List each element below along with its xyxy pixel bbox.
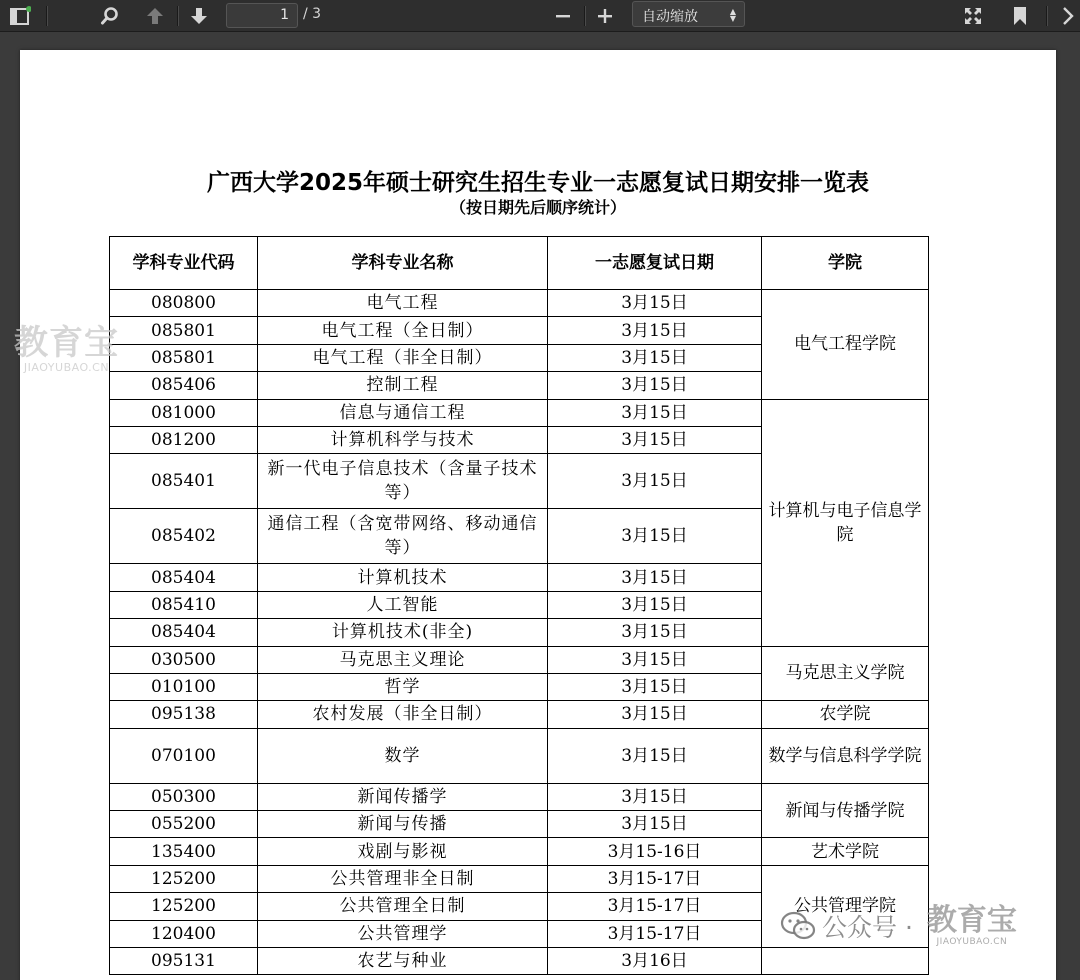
toolbar-separator bbox=[177, 6, 178, 26]
cell-name: 农村发展（非全日制） bbox=[258, 701, 548, 728]
table-row bbox=[110, 728, 929, 783]
cell-code: 095138 bbox=[110, 701, 258, 728]
header-code: 学科专业代码 bbox=[110, 237, 258, 290]
find-button[interactable] bbox=[96, 0, 124, 32]
cell-code: 085404 bbox=[110, 564, 258, 591]
cell-college bbox=[762, 948, 929, 975]
table-row bbox=[110, 948, 929, 975]
cell-code: 085410 bbox=[110, 591, 258, 618]
cell-date: 3月15-17日 bbox=[548, 920, 762, 947]
cell-name: 电气工程（非全日制） bbox=[258, 344, 548, 371]
cell-college: 计算机与电子信息学院 bbox=[762, 399, 929, 646]
cell-college: 公共管理学院 bbox=[762, 865, 929, 947]
cell-code: 095131 bbox=[110, 948, 258, 975]
watermark-right bbox=[780, 905, 1017, 947]
cell-date: 3月15日 bbox=[548, 619, 762, 646]
table-row bbox=[110, 399, 929, 426]
pdf-page bbox=[20, 50, 1056, 980]
search-icon bbox=[100, 6, 120, 26]
watermark-domain: JIAOYUBAO.CN bbox=[23, 361, 110, 374]
watermark-brand-right bbox=[927, 905, 1017, 947]
zoom-in-button[interactable] bbox=[592, 0, 618, 32]
watermark-brand: 教育宝 bbox=[14, 323, 119, 363]
cell-name: 电气工程 bbox=[258, 290, 548, 317]
cell-college: 新闻与传播学院 bbox=[762, 783, 929, 838]
cell-date: 3月15日 bbox=[548, 811, 762, 838]
zoom-in-icon bbox=[597, 8, 613, 24]
cell-name: 哲学 bbox=[258, 673, 548, 700]
toolbar-separator bbox=[1046, 6, 1047, 26]
cell-code: 081200 bbox=[110, 426, 258, 453]
cell-name: 公共管理学 bbox=[258, 920, 548, 947]
cell-college: 农学院 bbox=[762, 701, 929, 728]
cell-code: 070100 bbox=[110, 728, 258, 783]
cell-date: 3月15-16日 bbox=[548, 838, 762, 865]
table-row bbox=[110, 290, 929, 317]
zoom-out-icon bbox=[555, 8, 571, 24]
up-arrow-icon bbox=[145, 6, 165, 26]
cell-code: 125200 bbox=[110, 893, 258, 920]
tools-menu-button[interactable] bbox=[1056, 0, 1080, 32]
watermark-domain: JIAOYUBAO.CN bbox=[936, 937, 1008, 947]
cell-date: 3月15日 bbox=[548, 564, 762, 591]
cell-name: 公共管理全日制 bbox=[258, 893, 548, 920]
header-college: 学院 bbox=[762, 237, 929, 290]
header-name: 学科专业名称 bbox=[258, 237, 548, 290]
cell-date: 3月15日 bbox=[548, 728, 762, 783]
zoom-select[interactable] bbox=[632, 1, 745, 27]
cell-code: 080800 bbox=[110, 290, 258, 317]
table-row bbox=[110, 701, 929, 728]
cell-date: 3月15日 bbox=[548, 399, 762, 426]
cell-code: 085404 bbox=[110, 619, 258, 646]
cell-name: 马克思主义理论 bbox=[258, 646, 548, 673]
cell-name: 数学 bbox=[258, 728, 548, 783]
cell-name: 计算机科学与技术 bbox=[258, 426, 548, 453]
cell-code: 085402 bbox=[110, 509, 258, 564]
watermark-brand: 教育宝 bbox=[926, 903, 1017, 938]
cell-name: 戏剧与影视 bbox=[258, 838, 548, 865]
cell-code: 120400 bbox=[110, 920, 258, 947]
cell-college: 数学与信息科学学院 bbox=[762, 728, 929, 783]
wechat-icon bbox=[780, 911, 816, 941]
schedule-table bbox=[109, 236, 929, 975]
select-arrows-icon: ▲ ▼ bbox=[729, 7, 736, 23]
cell-college: 艺术学院 bbox=[762, 838, 929, 865]
cell-name: 新一代电子信息技术（含量子技术等） bbox=[258, 454, 548, 509]
fullscreen-icon bbox=[963, 6, 983, 26]
cell-name: 电气工程（全日制） bbox=[258, 317, 548, 344]
cell-code: 135400 bbox=[110, 838, 258, 865]
cell-date: 3月15日 bbox=[548, 783, 762, 810]
zoom-out-button[interactable] bbox=[550, 0, 576, 32]
cell-code: 125200 bbox=[110, 865, 258, 892]
toolbar-separator bbox=[584, 6, 585, 26]
cell-date: 3月15-17日 bbox=[548, 865, 762, 892]
page-subtitle: （按日期先后顺序统计） bbox=[449, 198, 626, 217]
cell-date: 3月15日 bbox=[548, 673, 762, 700]
table-row bbox=[110, 646, 929, 673]
cell-date: 3月15日 bbox=[548, 290, 762, 317]
cell-code: 085401 bbox=[110, 454, 258, 509]
cell-code: 055200 bbox=[110, 811, 258, 838]
previous-page-button[interactable] bbox=[140, 0, 170, 32]
cell-code: 085406 bbox=[110, 372, 258, 399]
cell-name: 农艺与种业 bbox=[258, 948, 548, 975]
chevron-right-icon bbox=[1061, 6, 1075, 26]
cell-name: 人工智能 bbox=[258, 591, 548, 618]
cell-code: 085801 bbox=[110, 344, 258, 371]
cell-code: 030500 bbox=[110, 646, 258, 673]
cell-code: 010100 bbox=[110, 673, 258, 700]
cell-date: 3月15日 bbox=[548, 317, 762, 344]
cell-name: 控制工程 bbox=[258, 372, 548, 399]
watermark-account: 公众号 · bbox=[822, 913, 913, 942]
cell-date: 3月15日 bbox=[548, 454, 762, 509]
cell-date: 3月15日 bbox=[548, 701, 762, 728]
toolbar-separator bbox=[46, 6, 47, 26]
header-date: 一志愿复试日期 bbox=[548, 237, 762, 290]
cell-date: 3月15-17日 bbox=[548, 893, 762, 920]
cell-code: 050300 bbox=[110, 783, 258, 810]
zoom-select-value: 自动缩放 bbox=[642, 9, 698, 25]
next-page-button[interactable] bbox=[184, 0, 214, 32]
bookmark-icon bbox=[1012, 6, 1028, 26]
down-arrow-icon bbox=[189, 6, 209, 26]
cell-date: 3月15日 bbox=[548, 372, 762, 399]
cell-date: 3月15日 bbox=[548, 646, 762, 673]
page-total: / 3 bbox=[303, 6, 322, 22]
cell-name: 信息与通信工程 bbox=[258, 399, 548, 426]
cell-date: 3月15日 bbox=[548, 426, 762, 453]
cell-name: 新闻传播学 bbox=[258, 783, 548, 810]
cell-name: 新闻与传播 bbox=[258, 811, 548, 838]
cell-name: 公共管理非全日制 bbox=[258, 865, 548, 892]
cell-date: 3月15日 bbox=[548, 509, 762, 564]
sidebar-toggle-icon bbox=[9, 6, 31, 26]
pdf-toolbar bbox=[0, 0, 1080, 32]
cell-code: 081000 bbox=[110, 399, 258, 426]
cell-code: 085801 bbox=[110, 317, 258, 344]
cell-date: 3月15日 bbox=[548, 344, 762, 371]
cell-name: 通信工程（含宽带网络、移动通信等） bbox=[258, 509, 548, 564]
cell-name: 计算机技术(非全) bbox=[258, 619, 548, 646]
cell-date: 3月16日 bbox=[548, 948, 762, 975]
cell-college: 电气工程学院 bbox=[762, 290, 929, 400]
bookmark-button[interactable] bbox=[1006, 0, 1034, 32]
watermark-left bbox=[14, 325, 119, 374]
table-row bbox=[110, 865, 929, 892]
page-title: 广西大学2025年硕士研究生招生专业一志愿复试日期安排一览表 bbox=[206, 170, 869, 196]
table-header-row bbox=[110, 237, 929, 290]
cell-name: 计算机技术 bbox=[258, 564, 548, 591]
sidebar-toggle-button[interactable] bbox=[6, 0, 34, 32]
table-row bbox=[110, 783, 929, 810]
cell-college: 马克思主义学院 bbox=[762, 646, 929, 701]
presentation-mode-button[interactable] bbox=[958, 0, 988, 32]
table-row bbox=[110, 838, 929, 865]
cell-date: 3月15日 bbox=[548, 591, 762, 618]
page-number-input[interactable]: 1 bbox=[226, 3, 298, 28]
